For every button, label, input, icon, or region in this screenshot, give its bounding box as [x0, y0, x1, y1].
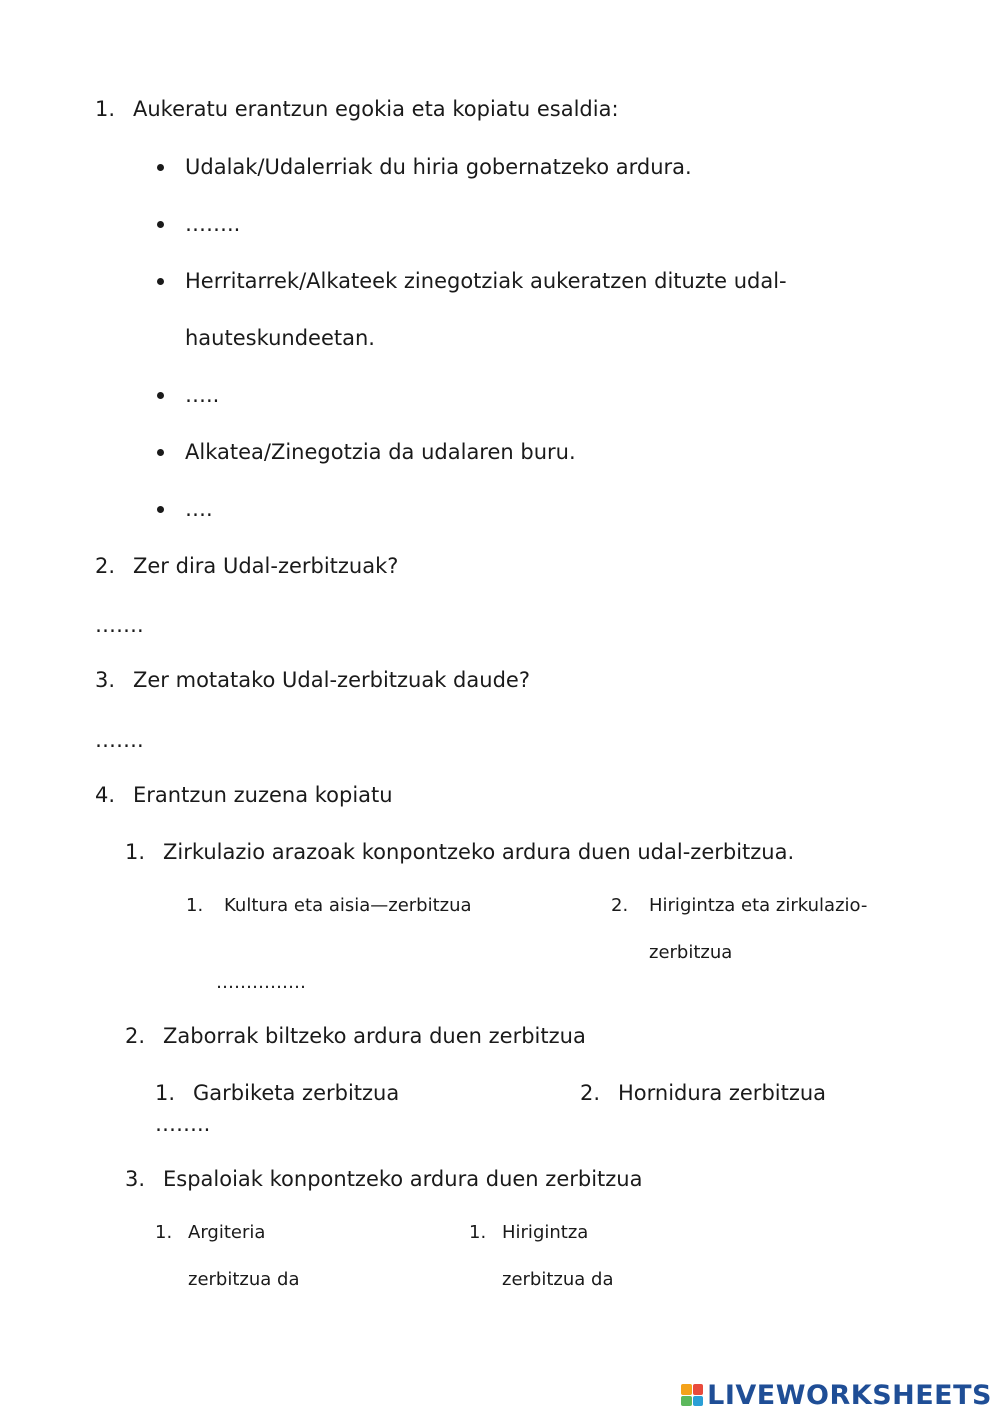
q4-sub3-opt1-line1: Argiteria: [188, 1222, 266, 1243]
q4-sub3-opt2-line2: zerbitzua da: [502, 1269, 614, 1290]
q4-sub2-title: Zaborrak biltzeko ardura duen zerbitzua: [163, 1024, 586, 1048]
q4-title: Erantzun zuzena kopiatu: [133, 783, 393, 807]
q4-sub3-title: Espaloiak konpontzeko ardura duen zerbitzua: [163, 1167, 643, 1191]
q3-title: Zer motatako Udal-zerbitzuak daude?: [133, 668, 530, 692]
liveworksheets-logo-icon: [681, 1384, 703, 1406]
bullet-icon: [157, 506, 164, 513]
q4-sub1-opt2-line2: zerbitzua: [649, 942, 733, 963]
q1-answer-2[interactable]: …..: [185, 383, 220, 407]
q1-item-2-line1: Herritarrek/Alkateek zinegotziak aukeratzen dituzte udal-: [185, 269, 787, 293]
q2-answer[interactable]: …….: [95, 613, 144, 637]
q4-sub2-opt1: Garbiketa zerbitzua: [193, 1081, 400, 1105]
q4-sub1-answer[interactable]: ……………: [216, 972, 306, 993]
q4-sub3-opt2-line1: Hirigintza: [502, 1222, 589, 1243]
q1-item-1: Udalak/Udalerriak du hiria gobernatzeko ardura.: [185, 155, 692, 179]
bullet-icon: [157, 449, 164, 456]
q4-sub1-opt2-line1: Hirigintza eta zirkulazio-: [649, 895, 868, 916]
brand-name: LIVEWORKSHEETS: [707, 1379, 992, 1411]
q4-sub3-opt1-number: 1.: [155, 1222, 173, 1243]
q4-sub1-opt2-number: 2.: [611, 895, 629, 916]
q4-sub1-number: 1.: [125, 840, 146, 864]
q3-answer[interactable]: …….: [95, 728, 144, 752]
q4-sub2-number: 2.: [125, 1024, 146, 1048]
bullet-icon: [157, 392, 164, 399]
q3-number: 3.: [95, 668, 116, 692]
q1-title: Aukeratu erantzun egokia eta kopiatu esaldia:: [133, 97, 619, 121]
q4-sub1-opt1-number: 1.: [186, 895, 204, 916]
liveworksheets-logo[interactable]: [681, 1378, 992, 1412]
q4-sub3-opt1-line2: zerbitzua da: [188, 1269, 300, 1290]
q4-sub2-opt1-number: 1.: [155, 1081, 176, 1105]
q4-sub1-title: Zirkulazio arazoak konpontzeko ardura duen udal-zerbitzua.: [163, 840, 795, 864]
q2-title: Zer dira Udal-zerbitzuak?: [133, 554, 399, 578]
q4-sub2-opt2: Hornidura zerbitzua: [618, 1081, 827, 1105]
q1-item-3: Alkatea/Zinegotzia da udalaren buru.: [185, 440, 576, 464]
q2-number: 2.: [95, 554, 116, 578]
q4-number: 4.: [95, 783, 116, 807]
q4-sub3-number: 3.: [125, 1167, 146, 1191]
bullet-icon: [157, 278, 164, 285]
q4-sub2-opt2-number: 2.: [580, 1081, 601, 1105]
q4-sub3-opt2-number: 1.: [469, 1222, 487, 1243]
q1-answer-3[interactable]: ….: [185, 497, 213, 521]
bullet-icon: [157, 221, 164, 228]
q4-sub2-answer[interactable]: ……..: [155, 1112, 211, 1136]
q4-sub1-opt1: Kultura eta aisia—zerbitzua: [224, 895, 472, 916]
q1-item-2-line2: hauteskundeetan.: [185, 326, 375, 350]
bullet-icon: [157, 164, 164, 171]
q1-answer-1[interactable]: ……..: [185, 212, 241, 236]
q1-number: 1.: [95, 97, 116, 121]
